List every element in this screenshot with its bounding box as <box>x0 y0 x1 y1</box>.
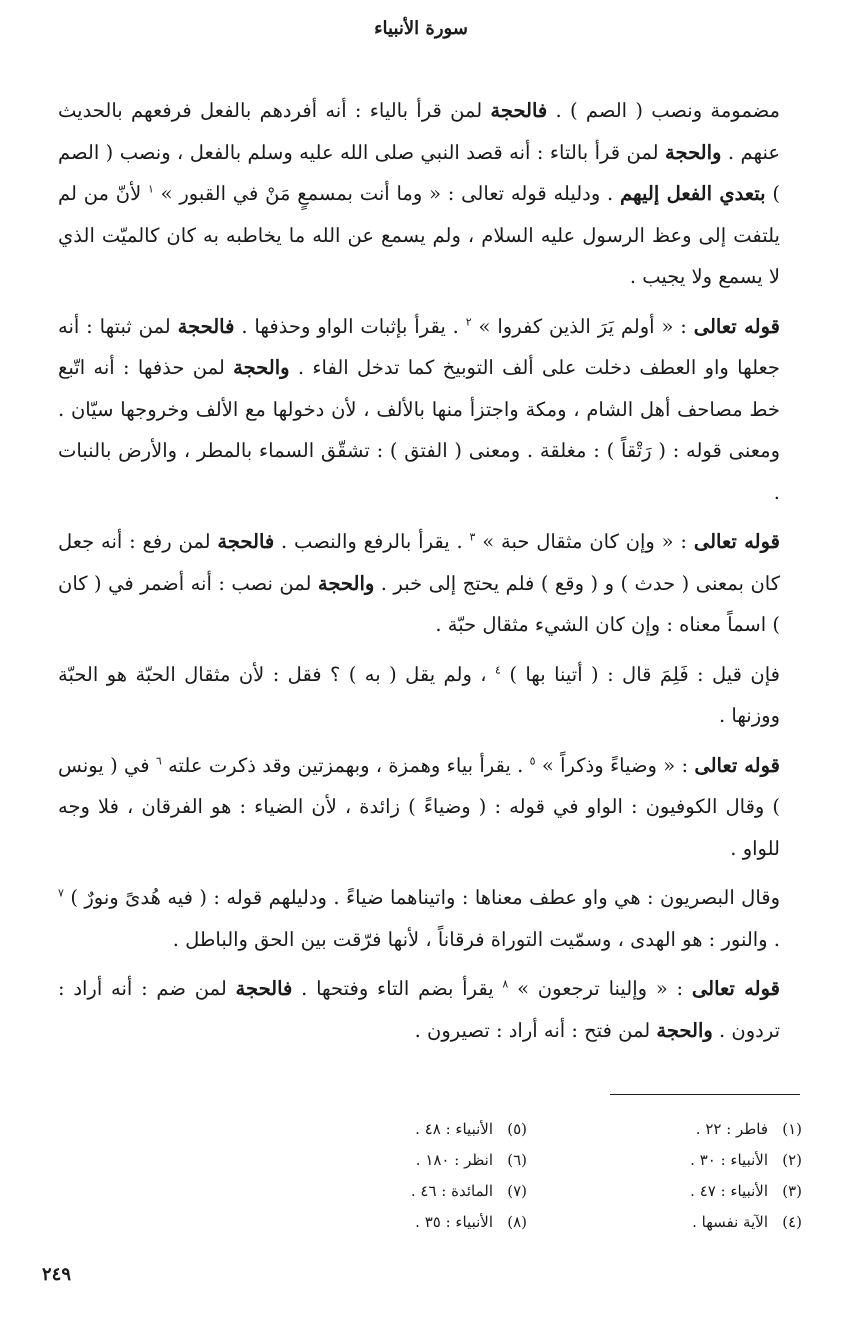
text-run: لمن قرأ بالياء : أنه أفردهم بالفعل فرفعهم بالحديث عنهم . <box>58 99 780 164</box>
paragraph <box>58 90 780 298</box>
footnote-number: (٨) <box>507 1213 527 1231</box>
paragraph <box>58 654 780 737</box>
footnote-marker: ٢ <box>465 315 472 328</box>
bold-term: والحجة <box>656 1018 713 1042</box>
footnotes-column-right <box>562 1114 802 1238</box>
bold-term: قوله تعالى <box>693 530 780 553</box>
footnote-text: المائدة : ٤٦ . <box>410 1182 493 1200</box>
footnote-item <box>562 1114 802 1145</box>
text-run: : « وضياءً وذكراً » <box>535 753 695 777</box>
footnote-text: الأنبياء : ٣٠ . <box>690 1151 768 1169</box>
paragraph <box>58 745 780 870</box>
footnote-number: (٥) <box>507 1120 527 1138</box>
paragraph <box>58 968 780 1051</box>
text-run: لمن ضم : أنه أراد : تردون . <box>58 977 780 1042</box>
bold-term: والحجة <box>665 140 722 164</box>
footnote-marker: ٤ <box>495 663 501 676</box>
bold-term: والحجة <box>317 571 375 595</box>
bold-term: بتعدي الفعل إليهم <box>620 182 766 205</box>
footnote-number: (١) <box>782 1120 802 1138</box>
paragraph <box>58 877 780 960</box>
footnote-text: الأنبياء : ٣٥ . <box>415 1213 493 1231</box>
footnote-text: فاطر : ٢٢ . <box>695 1120 768 1138</box>
text-run: لأنّ من لم يلتفت إلى وعظ الرسول عليه السلام ، ولم يسمع عن الله ما يخاطبه به كان كالميّت الذي لا يسمع ولا يجيب . <box>58 182 780 288</box>
text-run: لمن نصب : أنه أضمر في ( كان ) اسماً معناه : وإن كان الشيء مثقال حبّة . <box>58 571 780 636</box>
footnote-number: (٣) <box>782 1182 802 1200</box>
footnote-number: (٢) <box>782 1151 802 1169</box>
text-run: لمن قرأ بالتاء : أنه قصد النبي صلى الله عليه وسلم بالفعل ، ونصب ( الصم ) <box>58 140 780 205</box>
text-run: لمن ثبتها : أنه جعلها واو العطف دخلت على ألف التوبيخ كما تدخل الفاء . <box>58 314 780 379</box>
footnote-marker: ٣ <box>469 530 476 544</box>
bold-term: فالحجة <box>490 99 548 122</box>
text-run: فإن قيل : فَلِمَ قال : ( أتينا بها ) <box>500 662 780 686</box>
bold-term: قوله تعالى <box>691 977 780 1000</box>
text-run: . ودليله قوله تعالى : « وما أنت بمسمعٍ مَنْ في القبور » <box>153 182 621 205</box>
footnote-text: انظر : ١٨٠ . <box>415 1151 493 1169</box>
text-run: مضمومة ونصب ( الصم ) . <box>547 99 781 122</box>
text-run: لمن حذفها : أنه اتّبع خط مصاحف أهل الشام ، ومكة واجتزأ منها بالألف ، لأن دخولها مع الألف وخروجها سيّان . ومعنى قوله : ( رَتْقاً ) : مغلقة . ومعنى ( الفتق ) : تشقّق السماء بالمطر ، والأرض بالنبات . <box>58 356 780 504</box>
text-run: . يقرأ بياء وهمزة ، وبهمزتين وقد ذكرت علته <box>161 753 530 777</box>
bold-term: قوله تعالى <box>694 753 780 777</box>
text-run: في ( يونس ) وقال الكوفيون : الواو في قوله : ( وضياءً ) زائدة ، لأن الضياء : هو الفرقان ، فلا وجه للواو . <box>58 753 780 860</box>
footnote-text: الآية نفسها . <box>692 1213 768 1231</box>
paragraph <box>58 521 780 646</box>
text-run: : « وإن كان مثقال حبة » <box>475 530 694 553</box>
footnote-item <box>287 1207 527 1238</box>
text-run: : « وإلينا ترجعون » <box>508 977 692 1000</box>
footnote-number: (٧) <box>507 1182 527 1200</box>
text-run: لمن رفع : أنه جعل كان بمعنى ( حدث ) و ( وقع ) فلم يحتج إلى خبر . <box>58 530 780 595</box>
footnote-item <box>562 1176 802 1207</box>
text-run: لمن فتح : أنه أراد : تصيرون . <box>414 1018 657 1042</box>
text-run: . والنور : هو الهدى ، وسمّيت التوراة فرقاناً ، لأنها فرّقت بين الحق والباطل . <box>172 927 780 951</box>
text-run: وقال البصريون : هي واو عطف معناها : واتيناهما ضياءً . ودليلهم قوله : ( فيه هُدىً ونورٌ ) <box>63 886 780 909</box>
footnote-marker: ٧ <box>58 886 64 900</box>
footnote-item <box>287 1145 527 1176</box>
bold-term: قوله تعالى <box>693 314 780 338</box>
footnote-marker: ٨ <box>502 977 509 991</box>
main-text-body <box>58 90 780 1059</box>
footnote-item <box>562 1145 802 1176</box>
footnote-number: (٤) <box>782 1213 802 1231</box>
footnote-item <box>287 1114 527 1145</box>
footnote-item <box>287 1176 527 1207</box>
footnote-text: الأنبياء : ٤٨ . <box>415 1120 493 1138</box>
footnote-divider <box>610 1094 800 1095</box>
text-run: يقرأ بضم التاء وفتحها . <box>292 977 503 1000</box>
bold-term: فالحجة <box>177 314 235 338</box>
text-run: . يقرأ بإثبات الواو وحذفها . <box>234 314 466 338</box>
bold-term: فالحجة <box>235 977 293 1000</box>
footnote-marker: ٦ <box>155 754 162 767</box>
footnote-item <box>562 1207 802 1238</box>
page-number: ٢٤٩ <box>42 1264 72 1285</box>
text-run: : « أولم يَرَ الذين كفروا » <box>471 314 694 338</box>
footnote-marker: ١ <box>147 182 154 196</box>
text-run: . يقرأ بالرفع والنصب . <box>274 530 470 553</box>
footnote-marker: ٥ <box>529 754 536 767</box>
paragraph <box>58 306 780 514</box>
footnotes-column-left <box>287 1114 527 1238</box>
text-run: ، ولم يقل ( به ) ؟ فقل : لأن مثقال الحبّة هو الحبّة ووزنها . <box>58 662 780 727</box>
bold-term: فالحجة <box>217 530 275 553</box>
bold-term: والحجة <box>233 356 290 379</box>
running-head-title: سورة الأنبياء <box>374 18 468 39</box>
footnote-number: (٦) <box>507 1151 527 1169</box>
footnote-text: الأنبياء : ٤٧ . <box>690 1182 768 1200</box>
